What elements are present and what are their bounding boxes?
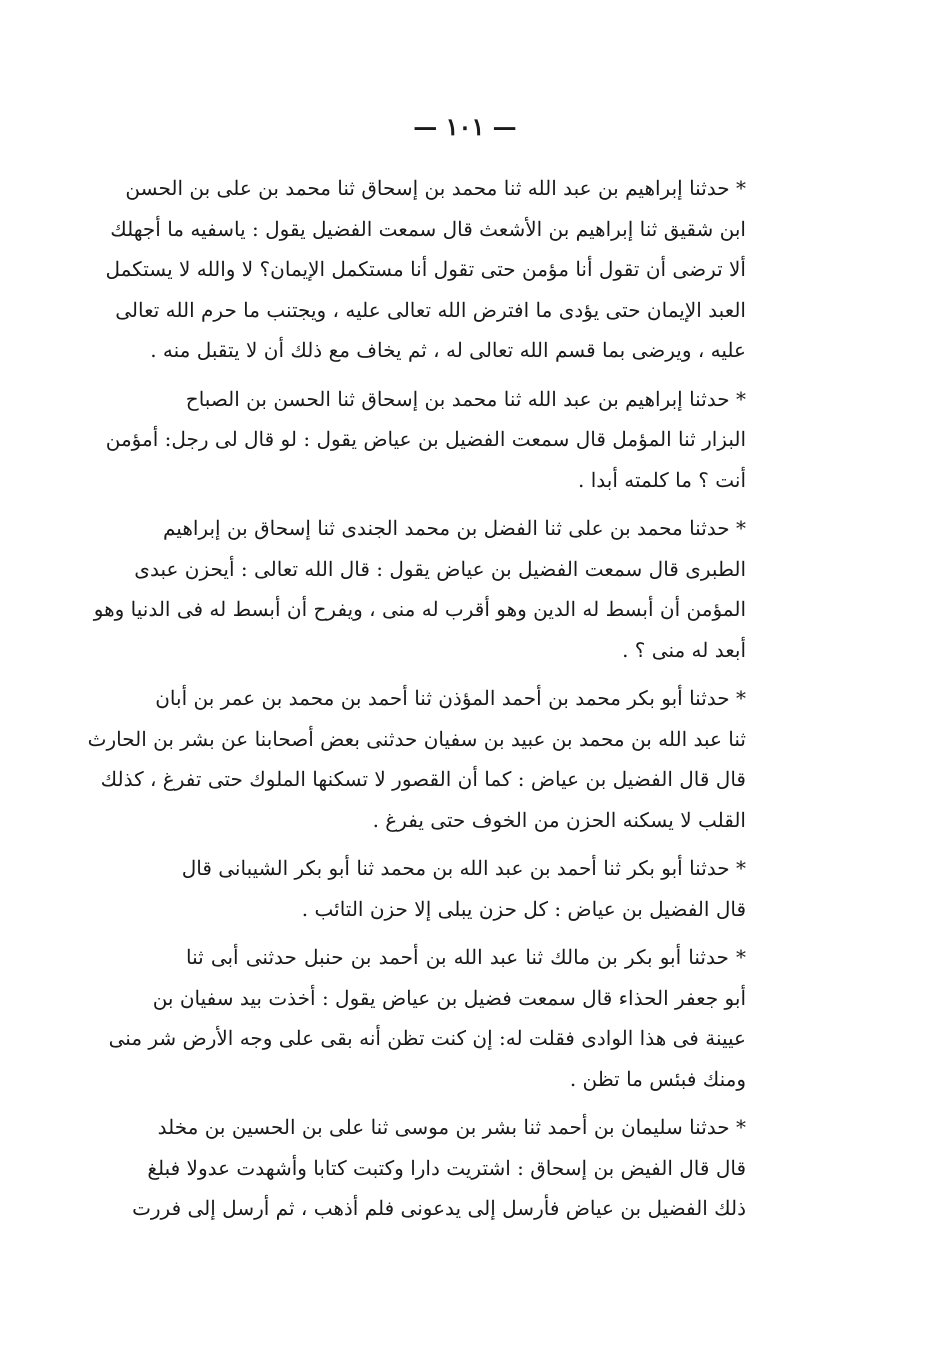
text-line: * حدثنا أبو بكر محمد بن أحمد المؤذن ثنا أحمد بن محمد بن عمر بن أبان xyxy=(155,686,746,710)
text-line: أبو جعفر الحذاء قال سمعت فضيل بن عياض يقول : أخذت بيد سفيان بن xyxy=(152,985,746,1010)
text-line: * حدثنا أبو بكر ثنا أحمد بن عبد الله بن محمد ثنا أبو بكر الشيبانى قال xyxy=(181,856,746,880)
text-line: قال قال الفضيل بن عياض : كما أن القصور لا تسكنها الملوك حتى تفرغ ، كذلك xyxy=(100,767,746,791)
text-line: * حدثنا إبراهيم بن عبد الله ثنا محمد بن إسحاق ثنا محمد بن على بن الحسن xyxy=(125,176,746,200)
hadith-paragraph xyxy=(108,937,746,1099)
text-line: العبد الإيمان حتى يؤدى ما افترض الله تعالى عليه ، ويجتنب ما حرم الله تعالى xyxy=(115,297,746,322)
text-line: قال الفضيل بن عياض : كل حزن يبلى إلا حزن التائب . xyxy=(301,896,746,921)
text-line: عليه ، ويرضى بما قسم الله تعالى له ، ثم يخاف مع ذلك أن لا يتقبل منه . xyxy=(150,338,746,362)
text-line: أبعد له منى ؟ . xyxy=(622,637,746,662)
text-line: المؤمن أن أبسط له الدين وهو أقرب له منى ، ويفرح أن أبسط له فى الدنيا وهو xyxy=(93,597,746,621)
hadith-paragraph xyxy=(105,379,746,501)
text-line: قال قال الفيض بن إسحاق : اشتريت دارا وكتبت كتابا وأشهدت عدولا فبلغ xyxy=(147,1155,746,1180)
text-line: القلب لا يسكنه الحزن من الخوف حتى يفرغ . xyxy=(372,807,746,832)
text-line: أنت ؟ ما كلمته أبدا . xyxy=(578,467,746,492)
text-line: ثنا عبد الله بن محمد بن عبيد بن سفيان حدثنى بعض أصحابنا عن بشر بن الحارث xyxy=(87,726,746,751)
text-line: * حدثنا محمد بن على ثنا الفضل بن محمد الجندى ثنا إسحاق بن إبراهيم xyxy=(162,516,746,540)
body-text xyxy=(87,168,746,1237)
text-line: * حدثنا سليمان بن أحمد ثنا بشر بن موسى ثنا على بن الحسين بن مخلد xyxy=(157,1115,746,1139)
hadith-paragraph xyxy=(87,678,746,840)
hadith-paragraph xyxy=(93,508,746,670)
text-line: الطبرى قال سمعت الفضيل بن عياض يقول : قال الله تعالى : أيحزن عبدى xyxy=(134,556,746,581)
text-line: ابن شقيق ثنا إبراهيم بن الأشعث قال سمعت الفضيل يقول : ياسفيه ما أجهلك xyxy=(110,216,746,241)
page-number: — ١٠١ — xyxy=(413,112,517,141)
text-line: ومنك فبئس ما تظن . xyxy=(569,1066,746,1091)
text-line: * حدثنا أبو بكر بن مالك ثنا عبد الله بن أحمد بن حنبل حدثنى أبى ثنا xyxy=(186,945,746,969)
text-line: ألا ترضى أن تقول أنا مؤمن حتى تقول أنا مستكمل الإيمان؟ لا والله لا يستكمل xyxy=(105,257,746,281)
hadith-paragraph xyxy=(105,168,746,371)
text-line: عيينة فى هذا الوادى فقلت له: إن كنت تظن أنه بقى على وجه الأرض شر منى xyxy=(108,1026,746,1050)
text-line: ذلك الفضيل بن عياض فأرسل إلى يدعونى فلم أذهب ، ثم أرسل إلى فررت xyxy=(132,1196,746,1220)
text-line: * حدثنا إبراهيم بن عبد الله ثنا محمد بن إسحاق ثنا الحسن بن الصباح xyxy=(185,386,746,411)
hadith-paragraph xyxy=(181,848,746,929)
text-line: البزار ثنا المؤمل قال سمعت الفضيل بن عياض يقول : لو قال لى رجل: أمؤمن xyxy=(105,427,746,451)
hadith-paragraph xyxy=(132,1107,746,1229)
